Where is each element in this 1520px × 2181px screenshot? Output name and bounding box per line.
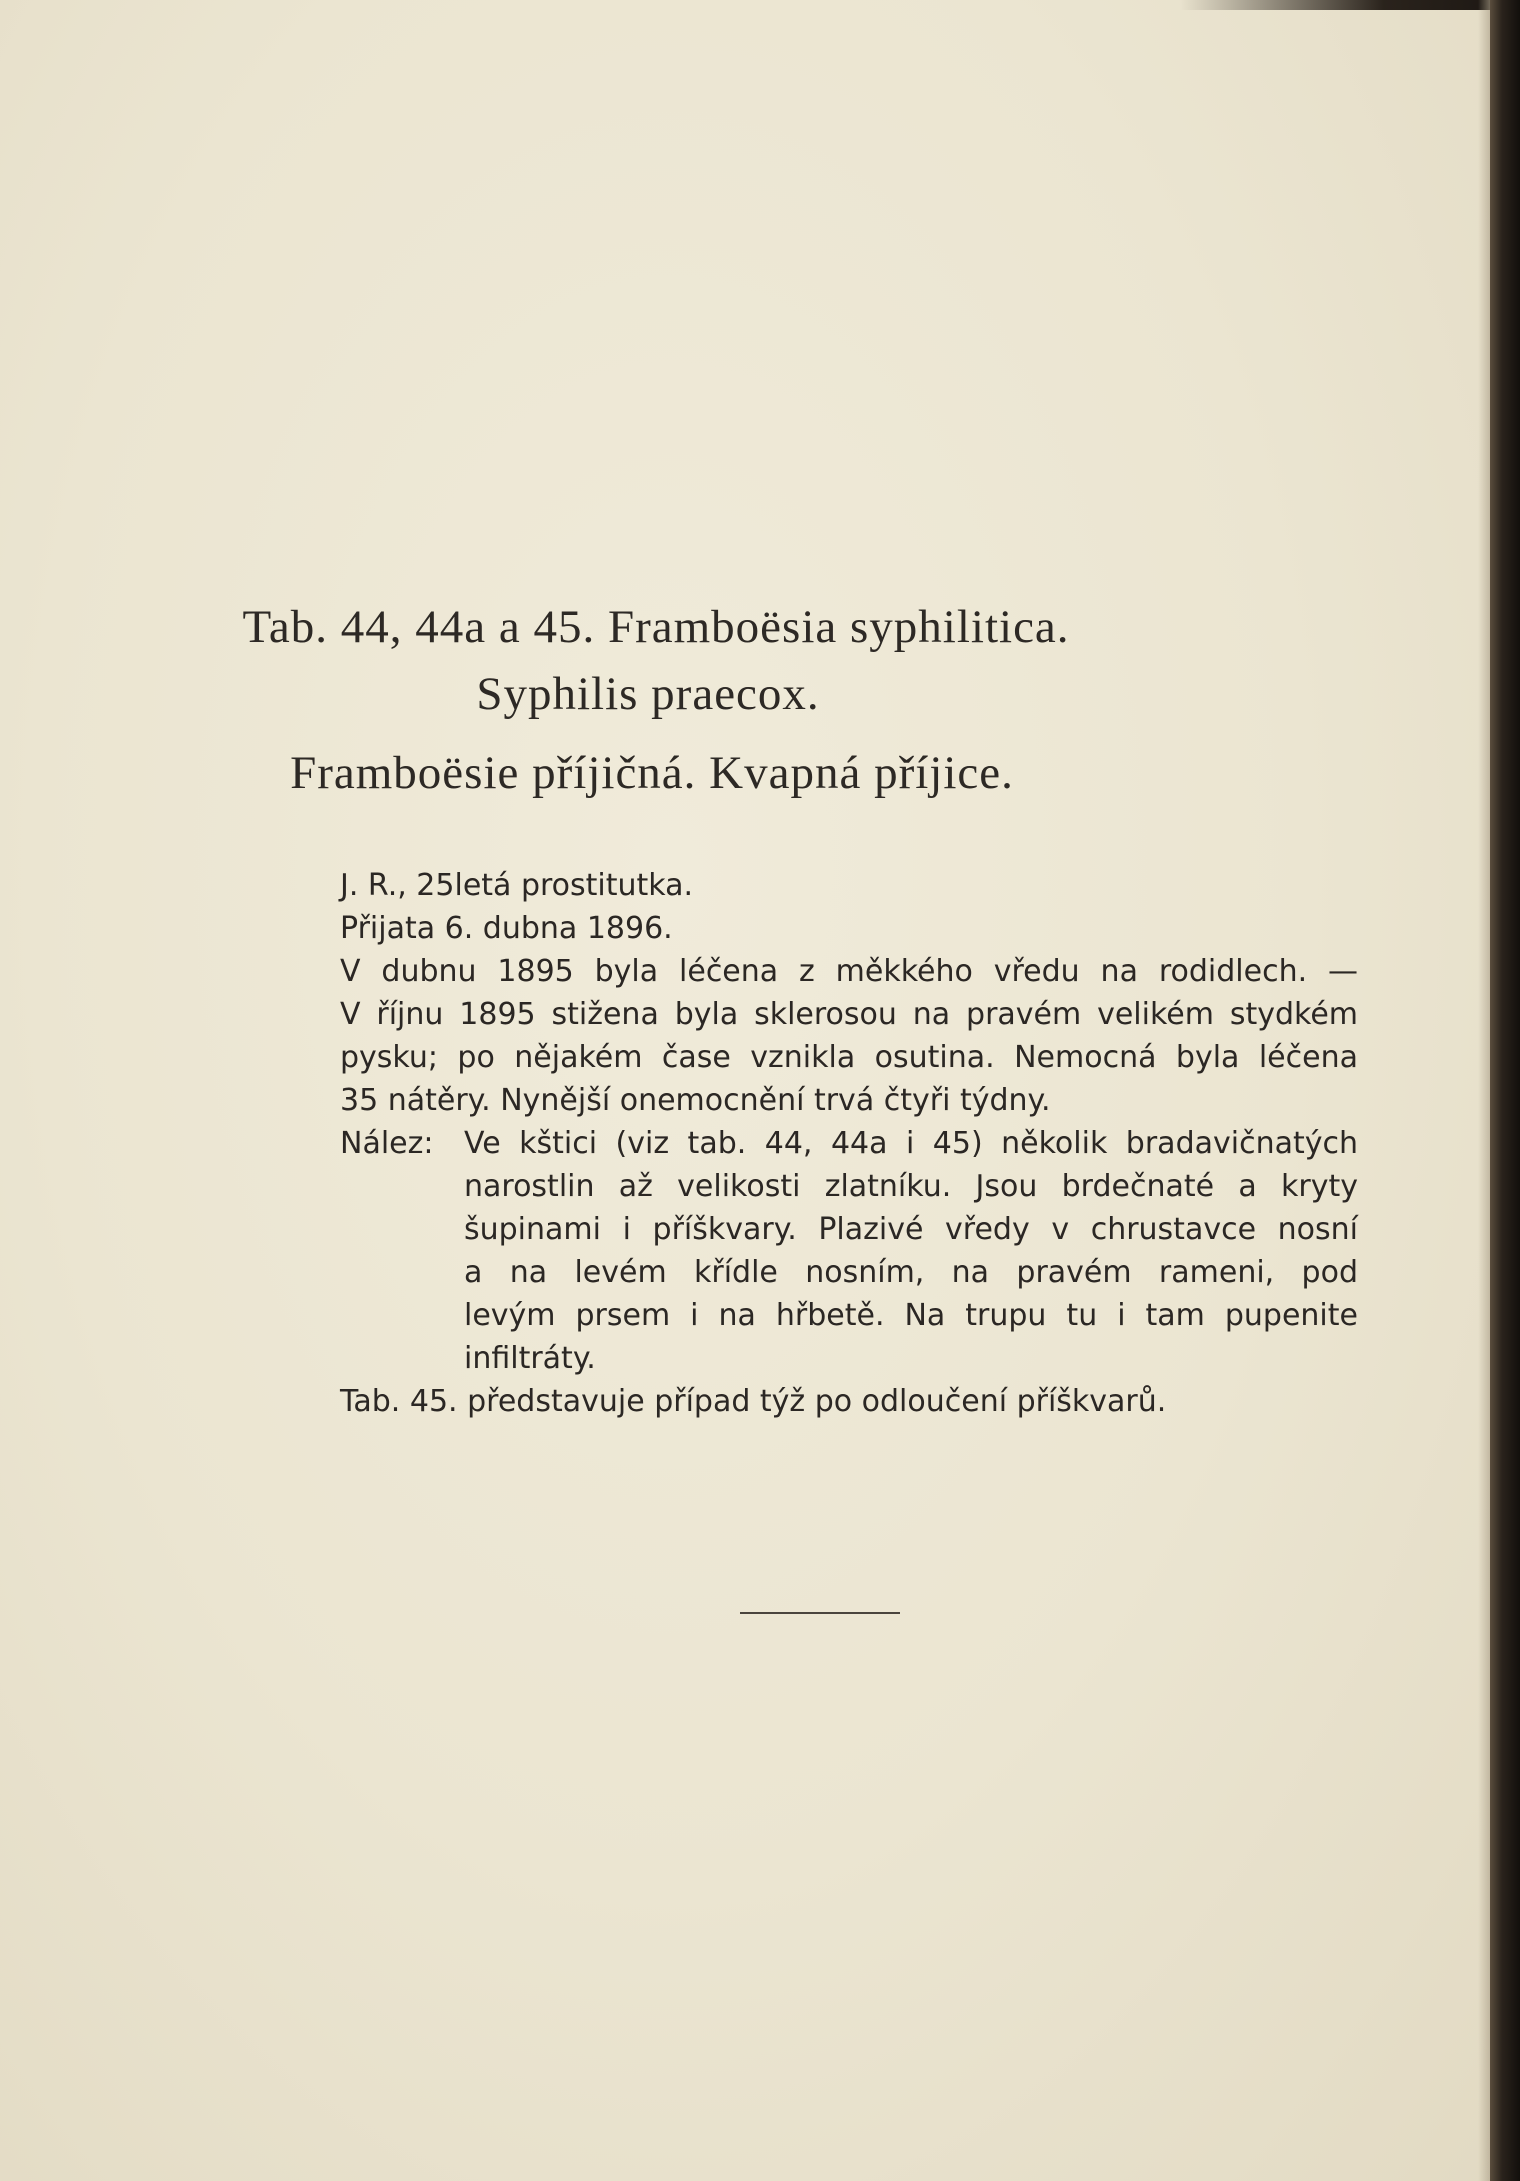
case-text bbox=[340, 864, 1358, 1423]
title-line-2: Syphilis praecox. bbox=[476, 668, 820, 720]
patient-line: J. R., 25letá prostitutka. bbox=[340, 868, 694, 903]
history-line-4: 35 nátěry. Nynější onemocnění trvá čtyři týdny. bbox=[340, 1083, 1051, 1118]
closing-line: Tab. 45. představuje případ týž po odloučení příškvarů. bbox=[340, 1384, 1167, 1419]
section-divider bbox=[740, 1612, 900, 1614]
title-line-3: Framboësie příjičná. Kvapná příjice. bbox=[290, 747, 1014, 799]
book-spine bbox=[1490, 0, 1520, 2181]
finding-line-3: šupinami i příškvary. Plazivé vředy v chrustavce nosní bbox=[464, 1212, 1358, 1247]
history-line-1: V dubnu 1895 byla léčena z měkkého vředu na rodidlech. — bbox=[340, 954, 1358, 989]
finding-label: Nález: bbox=[340, 1126, 434, 1161]
finding-line-4: a na levém křídle nosním, na pravém rameni, pod bbox=[464, 1255, 1358, 1290]
history-line-2: V říjnu 1895 stižena byla sklerosou na pravém velikém stydkém bbox=[340, 997, 1358, 1032]
page-top-shadow bbox=[1180, 0, 1520, 10]
finding-line-6: infiltráty. bbox=[464, 1341, 596, 1376]
finding-row-1 bbox=[340, 1122, 1358, 1165]
finding-line-1: Ve kštici (viz tab. 44, 44a i 45) několik bradavičnatých bbox=[464, 1126, 1358, 1161]
history-line-3: pysku; po nějakém čase vznikla osutina. Nemocná byla léčena bbox=[340, 1040, 1358, 1075]
finding-line-2: narostlin až velikosti zlatníku. Jsou brdečnaté a kryty bbox=[464, 1169, 1358, 1204]
title-line-1: Tab. 44, 44a a 45. Framboësia syphilitica. bbox=[242, 601, 1070, 653]
finding-line-5: levým prsem i na hřbetě. Na trupu tu i tam pupenite bbox=[464, 1298, 1358, 1333]
admitted-line: Přijata 6. dubna 1896. bbox=[340, 911, 673, 946]
